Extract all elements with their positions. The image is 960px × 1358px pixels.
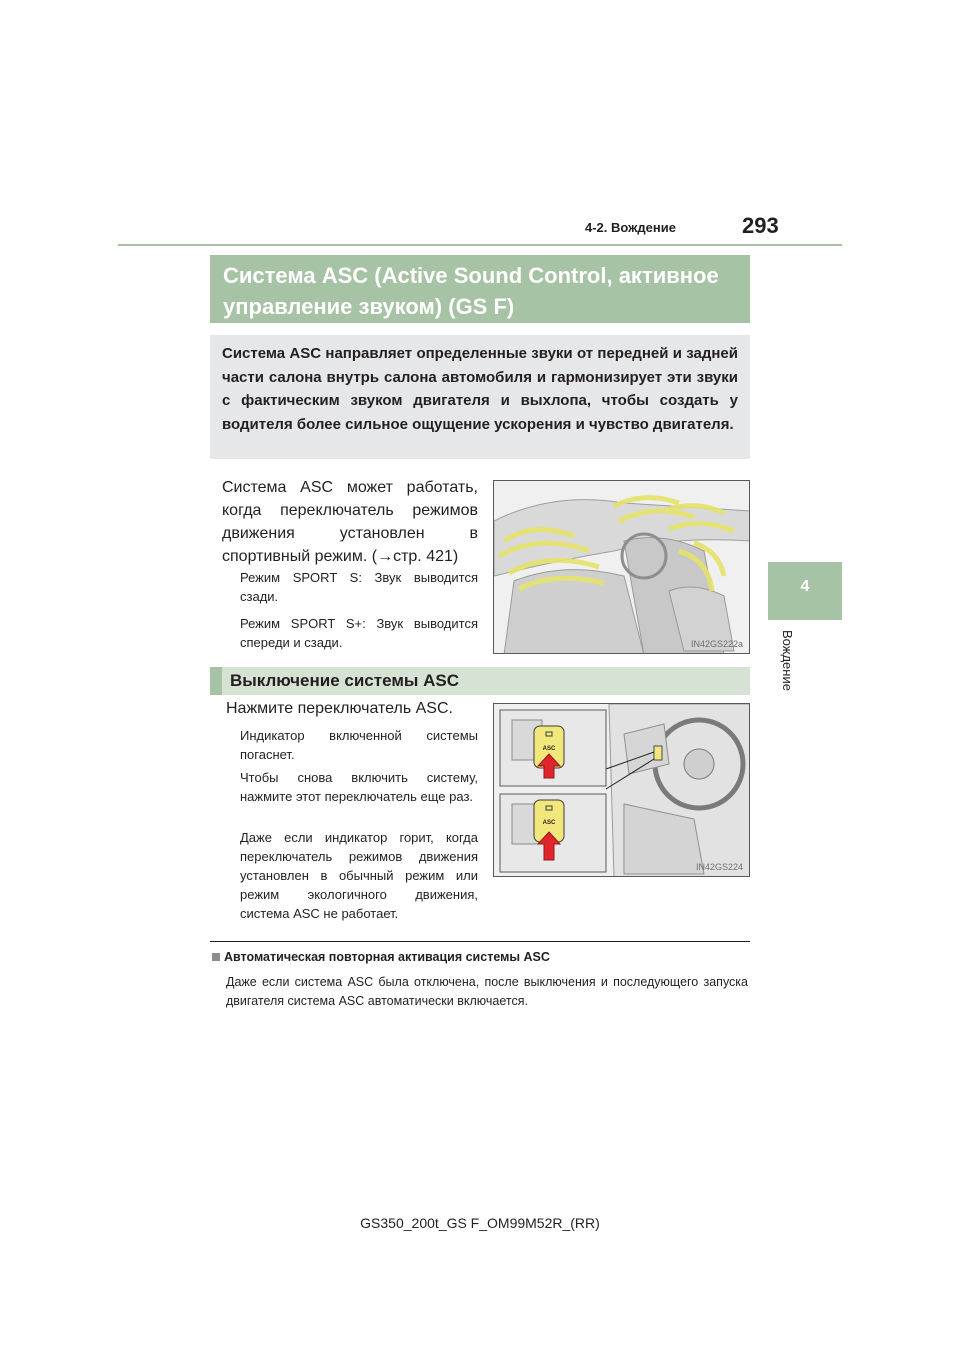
asc-label-bottom: ASC — [542, 820, 556, 826]
auto-reactivation-title — [212, 950, 550, 964]
document-footer: GS350_200t_GS F_OM99M52R_(RR) — [360, 1215, 600, 1231]
image-code-1: IN42GS222a — [690, 639, 743, 649]
intro-box — [210, 335, 750, 459]
section-title: Система ASC (Active Sound Control, активное управление звуком) (GS F) — [210, 255, 750, 323]
section-separator — [210, 941, 750, 942]
intro-text: Система ASC направляет определенные звуки от передней и задней части салона внутрь салона автомобиля и гармонизирует эти звуки с фактическим звуком двигателя и выхлопа, чтобы создать у водителя более сильное ощущение ускорения и чувство двигателя. — [222, 345, 738, 433]
asc-switch-illustration — [493, 703, 750, 877]
switch-drawing — [494, 704, 750, 877]
subsection-title: Выключение системы ASC — [210, 667, 750, 695]
note-indicator-off: Индикатор включенной системы погаснет. — [240, 728, 478, 762]
auto-reactivation-text: Даже если система ASC была отключена, после выключения и последующего запуска двигателя система ASC автоматически включается. — [226, 975, 748, 1008]
note-sport-s: Режим SPORT S: Звук выводится сзади. — [240, 570, 478, 604]
square-bullet-icon — [212, 953, 220, 961]
section-header: 4-2. Вождение — [585, 220, 676, 235]
body-text-1: Система ASC может работать, когда переключатель режимов движения установлен в спортивный режим. (→стр. 421) — [222, 479, 478, 565]
image-code-2: IN42GS224 — [695, 862, 743, 872]
chapter-label-text: Вождение — [780, 630, 795, 691]
page-number: 293 — [742, 213, 779, 238]
auto-title-text: Автоматическая повторная активация системы ASC — [224, 950, 550, 964]
chapter-number: 4 — [800, 578, 810, 595]
chapter-label — [780, 630, 820, 710]
note-normal-mode: Даже если индикатор горит, когда переключатель режимов движения установлен в обычный режим или режим экологичного движения, система ASC не работает. — [240, 830, 478, 921]
body-text-2: Нажмите переключатель ASC. — [226, 700, 453, 717]
header-rule — [118, 244, 842, 246]
note-sport-s-plus: Режим SPORT S+: Звук выводится спереди и сзади. — [240, 616, 478, 650]
cabin-drawing — [494, 481, 750, 654]
note-reenable: Чтобы снова включить систему, нажмите этот переключатель еще раз. — [240, 770, 478, 804]
asc-label-top: ASC — [542, 746, 556, 752]
cabin-sound-illustration — [493, 480, 750, 654]
